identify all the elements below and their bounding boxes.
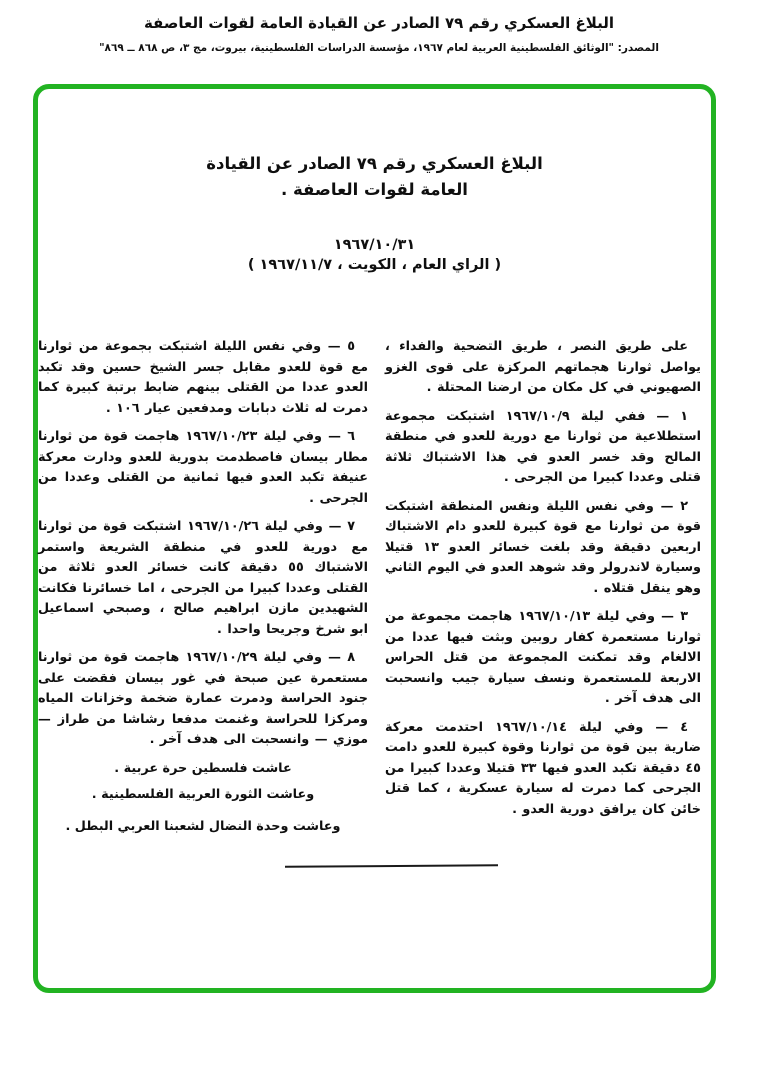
- body-paragraph: على طريق النصر ، طريق التضحية والفداء ، يواصل ثوارنا هجماتهم المركزة على قوى الغزو الصهيوني في كل مكان من ارضنا المحتلة .: [385, 339, 701, 395]
- page-title: البلاغ العسكري رقم ٧٩ الصادر عن القيادة العامة لقوات العاصفة: [143, 14, 615, 32]
- column-left-paragraphs: [38, 337, 368, 751]
- document-date: ١٩٦٧/١٠/٣١: [333, 237, 416, 253]
- body-paragraph: ٤ — وفي ليلة ١٩٦٧/١٠/١٤ احتدمت معركة ضارية بين قوة من ثوارنا وقوة كبيرة للعدو دامت ٤٥ دقيقة تكبد العدو فيها ٣٣ قتيلا وعددا كبيرا من الجرحى كما دمرت له سيارة عسكرية ، كما قتل خائن كان يرافق دورية العدو .: [385, 719, 701, 817]
- body-paragraph: ١ — ففي ليلة ١٩٦٧/١٠/٩ اشتبكت مجموعة استطلاعية من ثوارنا مع دورية للعدو في منطقة المالح وقد خسر العدو في هذا الاشتباك ثلاثة قتلى وعددا كبيرا من الجرحى .: [385, 408, 701, 485]
- column-left: [38, 337, 368, 843]
- body-paragraph: ٢ — وفي نفس الليلة ونفس المنطقة اشتبكت قوة من ثوارنا مع قوة كبيرة للعدو دام الاشتباك اربعين دقيقة وقد بلغت خسائر العدو ١٣ قتيلا وسيارة لاندرولر وقد شوهد العدو في اليوم الثاني وهو ينقل قتلاه .: [385, 498, 702, 596]
- body-paragraph: ٨ — وفي ليلة ١٩٦٧/١٠/٢٩ هاجمت قوة من ثوارنا مستعمرة عين صبحة في غور بيسان فقضت على جنود الحراسة ودمرت عمارة ضخمة وخزانات المياه ومركزا للحراسة وغنمت مدفعا رشاشا من طراز — موزي — وانسحبت الى هدف آخر .: [38, 650, 368, 747]
- body-paragraph: ٥ — وفي نفس الليلة اشتبكت بجموعة من ثوارنا مع قوة للعدو مقابل جسر الشيخ حسين وقد تكبد العدو عددا من القتلى بينهم ضابط برتبة كبيرة كما دمرت له ثلاث دبابات ومدفعين عيار ١٠٦ .: [38, 339, 368, 416]
- closing-line: وعاشت وحدة النضال لشعبنا العربي البطل .: [65, 818, 341, 834]
- page-header: [0, 0, 758, 54]
- document-title: [38, 151, 711, 203]
- document-body: [38, 337, 711, 843]
- closing-slogans: [38, 759, 368, 837]
- document-publication: ( الراي العام ، الكويت ، ١٩٦٧/١١/٧ ): [247, 257, 502, 273]
- body-paragraph: ٧ — وفي ليلة ١٩٦٧/١٠/٢٦ اشتبكت قوة من ثوارنا مع دورية للعدو في منطقة الشريعة واستمر الاشتباك ٥٥ دقيقة كانت خسائر العدو ثلاثة من القتلى وعددا كبيرا من الجرحى ، اما خسائرنا فكانت الشهيدين مازن ابراهيم صالح ، وصبحي اسماعيل ابو شرخ وجريحا واحدا .: [38, 519, 368, 637]
- body-paragraph: ٣ — وفي ليلة ١٩٦٧/١٠/١٣ هاجمت مجموعة من ثوارنا مستعمرة كفار روبين وبثت فيها عددا من الالغام وقد تمكنت المجموعة من قتل الحراس الاربعة للمستعمرة ونسف سيارة جيب وانسحبت الى هدف آخر .: [385, 609, 701, 706]
- closing-line: وعاشت الثورة العربية الفلسطينية .: [91, 786, 315, 802]
- source-citation: المصدر: "الوثائق الفلسطينية العربية لعام ١٩٦٧، مؤسسة الدراسات الفلسطينية، بيروت، مج ٣، ص ٨٦٨ ــ ٨٦٩": [99, 42, 659, 54]
- document-frame: [33, 84, 716, 993]
- column-right: [385, 337, 701, 843]
- document-title-line2: العامة لقوات العاصفة .: [281, 180, 468, 199]
- document-title-line1: البلاغ العسكري رقم ٧٩ الصادر عن القيادة: [206, 154, 543, 173]
- scan-divider-line: [285, 864, 498, 867]
- closing-line: عاشت فلسطين حرة عربية .: [114, 760, 292, 776]
- body-paragraph: ٦ — وفي ليلة ١٩٦٧/١٠/٢٣ هاجمت قوة من ثوارنا مطار بيسان فاصطدمت بدورية للعدو ودارت معركة عنيفة تكبد العدو فيها ثمانية من القتلى وعددا من الجرحى .: [38, 429, 368, 506]
